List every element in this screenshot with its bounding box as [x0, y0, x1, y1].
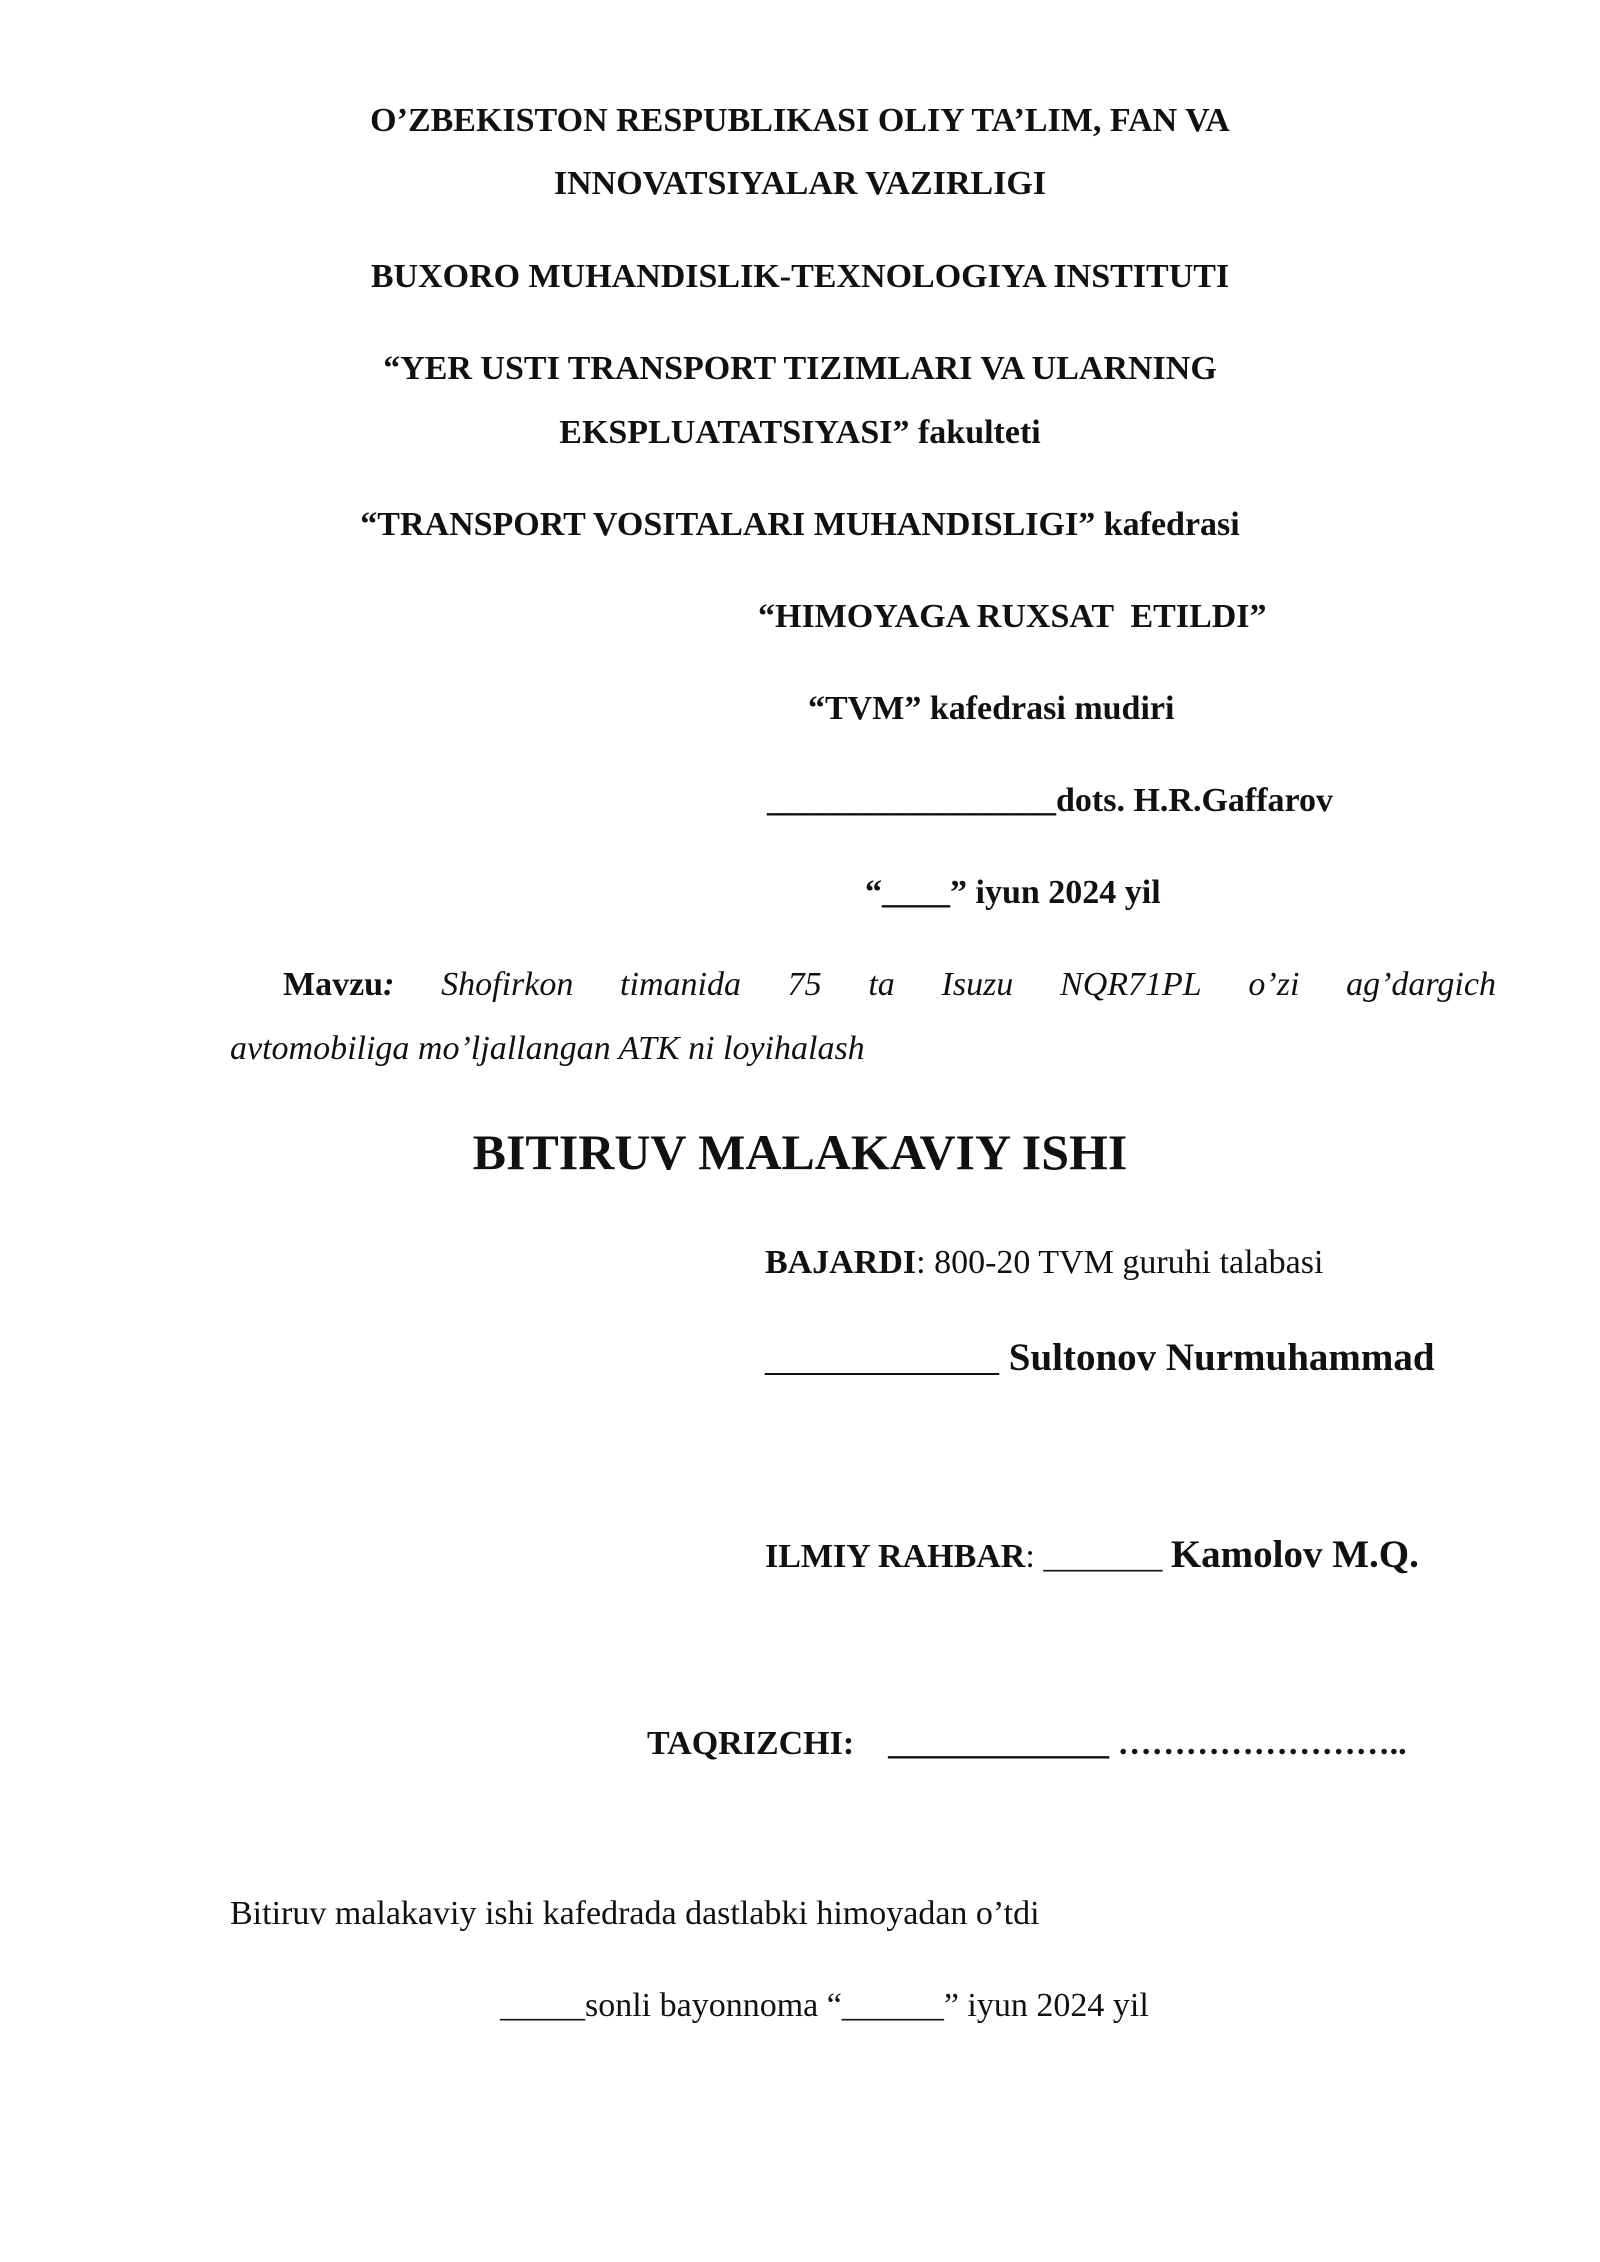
department-name: “TRANSPORT VOSITALARI MUHANDISLIGI” kafedrasi [360, 506, 1240, 543]
topic-line2: avtomobiliga mo’ljallangan ATK ni loyihalash [230, 1030, 865, 1067]
supervisor-line [765, 1535, 1419, 1574]
institute-name: BUXORO MUHANDISLIK-TEXNOLOGIYA INSTITUTI [370, 258, 1230, 295]
topic-word: NQR71PL [1060, 966, 1202, 1003]
topic-word: Isuzu [941, 966, 1014, 1003]
supervisor-blank: : _______ [1025, 1538, 1171, 1575]
faculty-name-line1: “YER USTI TRANSPORT TIZIMLARI VA ULARNING [383, 350, 1217, 387]
topic-label: Mavzu [283, 966, 384, 1003]
approval-title: “HIMOYAGA RUXSAT ETILDI” [758, 598, 1267, 635]
topic-word: 75 [787, 966, 822, 1003]
performer-name: Sultonov Nurmuhammad [1008, 1336, 1435, 1379]
performer-signature-line [765, 1338, 1435, 1377]
supervisor-name: Kamolov M.Q. [1170, 1533, 1419, 1576]
reviewer-blank: _____________ …………………….. [888, 1725, 1407, 1762]
reviewer-gap [854, 1725, 888, 1762]
performer-line [765, 1246, 1323, 1280]
topic-colon: : [383, 966, 395, 1003]
ministry-title-line2: INNOVATSIYALAR VAZIRLIGI [553, 165, 1047, 202]
ministry-title-line1: O’ZBEKISTON RESPUBLIKASI OLIY TA’LIM, FAN VA [370, 102, 1230, 139]
topic-word: ta [868, 966, 895, 1003]
topic-word: ag’dargich [1346, 966, 1496, 1003]
topic-word: o’zi [1248, 966, 1300, 1003]
approval-signature-line: _________________dots. H.R.Gaffarov [767, 782, 1334, 819]
pre-defense-note: Bitiruv malakaviy ishi kafedrada dastlabki himoyadan o’tdi [230, 1895, 1040, 1932]
topic-word: timanida [620, 966, 741, 1003]
reviewer-line [647, 1727, 1407, 1761]
reviewer-label: TAQRIZCHI: [647, 1725, 855, 1762]
topic-line1 [283, 968, 1496, 1002]
performer-signature-blank: ____________ [765, 1336, 1009, 1379]
approval-position: “TVM” kafedrasi mudiri [808, 690, 1175, 727]
performer-group: : 800-20 TVM guruhi talabasi [916, 1244, 1324, 1281]
protocol-line: _____sonli bayonnoma “______” iyun 2024 yil [500, 1987, 1149, 2024]
faculty-name-line2: EKSPLUATATSIYASI” fakulteti [559, 414, 1041, 451]
topic-label-group [283, 968, 394, 1002]
performer-label: BAJARDI [765, 1244, 917, 1281]
work-title: BITIRUV MALAKAVIY ISHI [472, 1124, 1128, 1180]
topic-word: Shofirkon [441, 966, 574, 1003]
supervisor-label: ILMIY RAHBAR [765, 1538, 1026, 1575]
approval-date: “____” iyun 2024 yil [865, 874, 1161, 911]
